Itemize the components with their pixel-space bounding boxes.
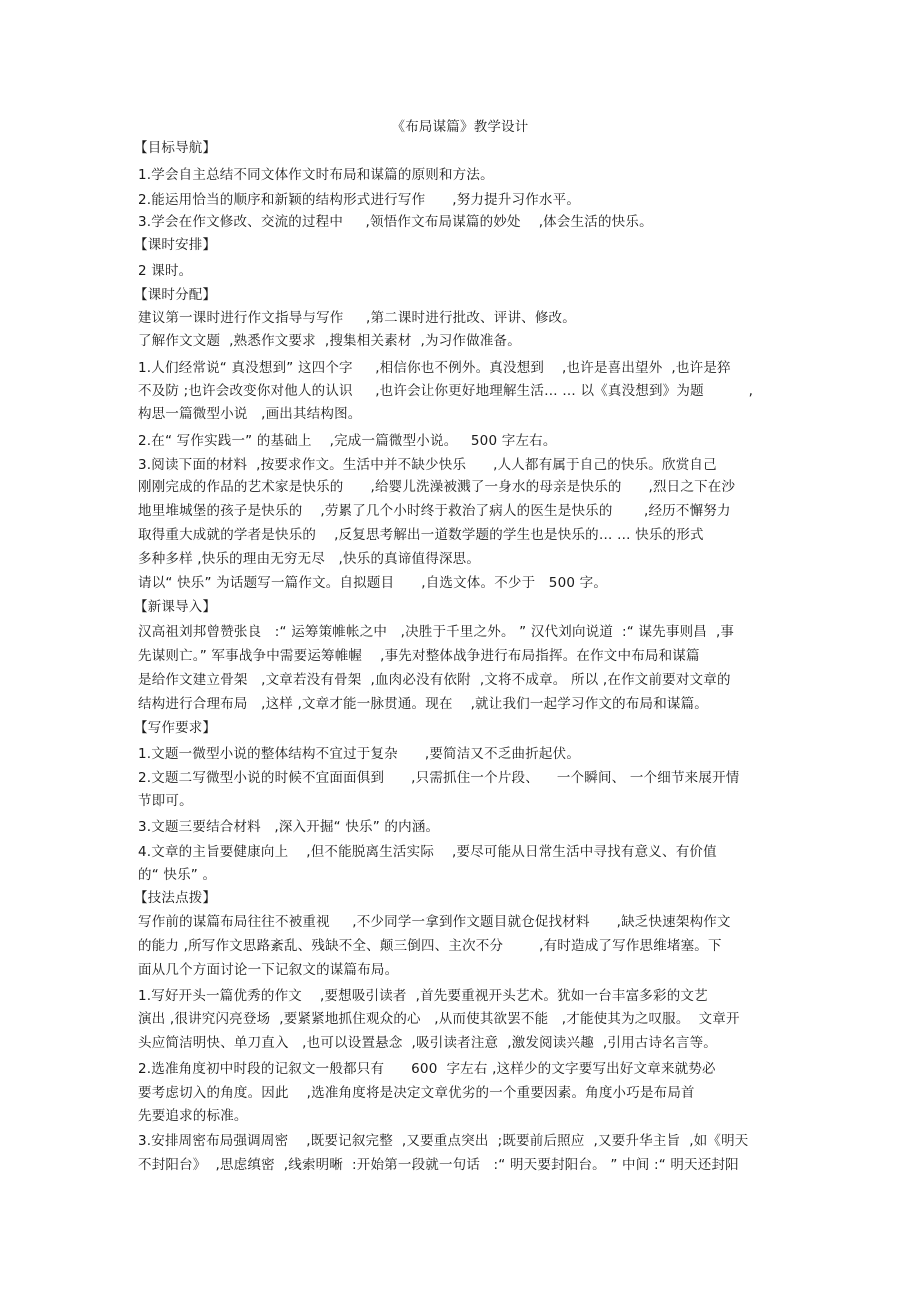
paragraph-line: 先要追求的标准。 <box>138 1108 248 1124</box>
paragraph-line: 2.在“ 写作实践一” 的基础上 ,完成一篇微型小说。 500 字左右。 <box>138 433 557 449</box>
paragraph-line: 1.写好开头一篇优秀的作文 ,要想吸引读者 ,首先要重视开头艺术。犹如一台丰富多彩的文艺 <box>138 988 708 1004</box>
section-heading: 【目标导航】 <box>134 140 217 156</box>
paragraph-line: 2 课时。 <box>138 263 193 279</box>
paragraph-line: 先谋则亡。” 军事战争中需要运筹帷幄 ,事先对整体战争进行布局指挥。在作文中布局和谋篇 <box>138 648 700 664</box>
paragraph-line: 面从几个方面讨论一下记叙文的谋篇布局。 <box>138 962 399 978</box>
document-title: 《布局谋篇》教学设计 <box>391 119 529 135</box>
paragraph-line: 头应简洁明快、单刀直入 ,也可以设置悬念 ,吸引读者注意 ,激发阅读兴趣 ,引用古诗名言等。 <box>138 1035 717 1051</box>
paragraph-line: 了解作文文题 ,熟悉作文要求 ,搜集相关素材 ,为习作做准备。 <box>138 333 521 349</box>
paragraph-line: 刚刚完成的作品的艺术家是快乐的 ,给婴儿洗澡被溅了一身水的母亲是快乐的 ,烈日之下在沙 <box>138 479 736 495</box>
paragraph-line: 的能力 ,所写作文思路紊乱、残缺不全、颠三倒四、主次不分 ,有时造成了写作思维堵塞。下 <box>138 938 722 954</box>
paragraph-line: 3.学会在作文修改、交流的过程中 ,领悟作文布局谋篇的妙处 ,体会生活的快乐。 <box>138 214 653 230</box>
paragraph-line: 3.安排周密布局强调周密 ,既要记叙完整 ,又要重点突出 ;既要前后照应 ,又要升华主旨 ,如《明天 <box>138 1133 749 1149</box>
paragraph-line: 2.能运用恰当的顺序和新颖的结构形式进行写作 ,努力提升习作水平。 <box>138 192 581 208</box>
paragraph-line: 4.文章的主旨要健康向上 ,但不能脱离生活实际 ,要尽可能从日常生活中寻找有意义、有价值 <box>138 844 717 860</box>
paragraph-line: 3.文题三要结合材料 ,深入开掘“ 快乐” 的内涵。 <box>138 819 440 835</box>
section-heading: 【技法点拨】 <box>134 890 217 906</box>
paragraph-line: 请以“ 快乐” 为话题写一篇作文。自拟题目 ,自选文体。不少于 500 字。 <box>138 575 608 591</box>
paragraph-line: 地里堆城堡的孩子是快乐的 ,劳累了几个小时终于救治了病人的医生是快乐的 ,经历不懈努力 <box>138 503 731 519</box>
paragraph-line: 建议第一课时进行作文指导与写作 ,第二课时进行批改、评讲、修改。 <box>138 310 576 326</box>
paragraph-line: 结构进行合理布局 ,这样 ,文章才能一脉贯通。现在 ,就让我们一起学习作文的布局和谋篇。 <box>138 696 709 712</box>
section-heading: 【课时安排】 <box>134 237 217 253</box>
paragraph-line: 多种多样 ,快乐的理由无穷无尽 ,快乐的真谛值得深思。 <box>138 551 481 567</box>
paragraph-line: 要考虑切入的角度。因此 ,选准角度将是决定文章优劣的一个重要因素。角度小巧是布局首 <box>138 1085 695 1101</box>
paragraph-line: 的“ 快乐” 。 <box>138 867 217 883</box>
paragraph-line: 不及防 ;也许会改变你对他人的认识 ,也许会让你更好地理解生活… … 以《真没想到》为题 , <box>138 383 754 399</box>
paragraph-line: 构思一篇微型小说 ,画出其结构图。 <box>138 406 362 422</box>
paragraph-line: 写作前的谋篇布局往往不被重视 ,不少同学一拿到作文题目就仓促找材料 ,缺乏快速架构作文 <box>138 914 731 930</box>
paragraph-line: 1.文题一微型小说的整体结构不宜过于复杂 ,要简洁又不乏曲折起伏。 <box>138 746 581 762</box>
paragraph-line: 演出 ,很讲究闪亮登场 ,要紧紧地抓住观众的心 ,从而使其欲罢不能 ,才能使其为之叹服。 文章开 <box>138 1011 740 1027</box>
section-heading: 【新课导入】 <box>134 599 217 615</box>
paragraph-line: 2.选准角度初中时段的记叙文一般都只有 600 字左右 ,这样少的文字要写出好文章来就势必 <box>138 1061 716 1077</box>
section-heading: 【写作要求】 <box>134 720 217 736</box>
paragraph-line: 取得重大成就的学者是快乐的 ,反复思考解出一道数学题的学生也是快乐的… … 快乐的形式 <box>138 527 704 543</box>
paragraph-line: 是给作文建立骨架 ,文章若没有骨架 ,血肉必没有依附 ,文将不成章。 所以 ,在作文前要对文章的 <box>138 672 731 688</box>
paragraph-line: 1.人们经常说“ 真没想到” 这四个字 ,相信你也不例外。真没想到 ,也许是喜出望外 ,也许是猝 <box>138 360 731 376</box>
paragraph-line: 不封阳台》 ,思虑缜密 ,线索明晰 :开始第一段就一句话 :“ 明天要封阳台。 ” 中间 :“ 明天还封阳 <box>138 1157 739 1173</box>
paragraph-line: 汉高祖刘邦曾赞张良 :“ 运筹策帷帐之中 ,决胜于千里之外。 ” 汉代刘向说道 :“ 谋先事则昌 ,事 <box>138 624 735 640</box>
paragraph-line: 2.文题二写微型小说的时候不宜面面俱到 ,只需抓住一个片段、 一个瞬间、 一个细节来展开情 <box>138 770 740 786</box>
paragraph-line: 1.学会自主总结不同文体作文时布局和谋篇的原则和方法。 <box>138 167 494 183</box>
paragraph-line: 节即可。 <box>138 793 193 809</box>
paragraph-line: 3.阅读下面的材料 ,按要求作文。生活中并不缺少快乐 ,人人都有属于自己的快乐。欣赏自己 <box>138 457 717 473</box>
section-heading: 【课时分配】 <box>134 287 217 303</box>
